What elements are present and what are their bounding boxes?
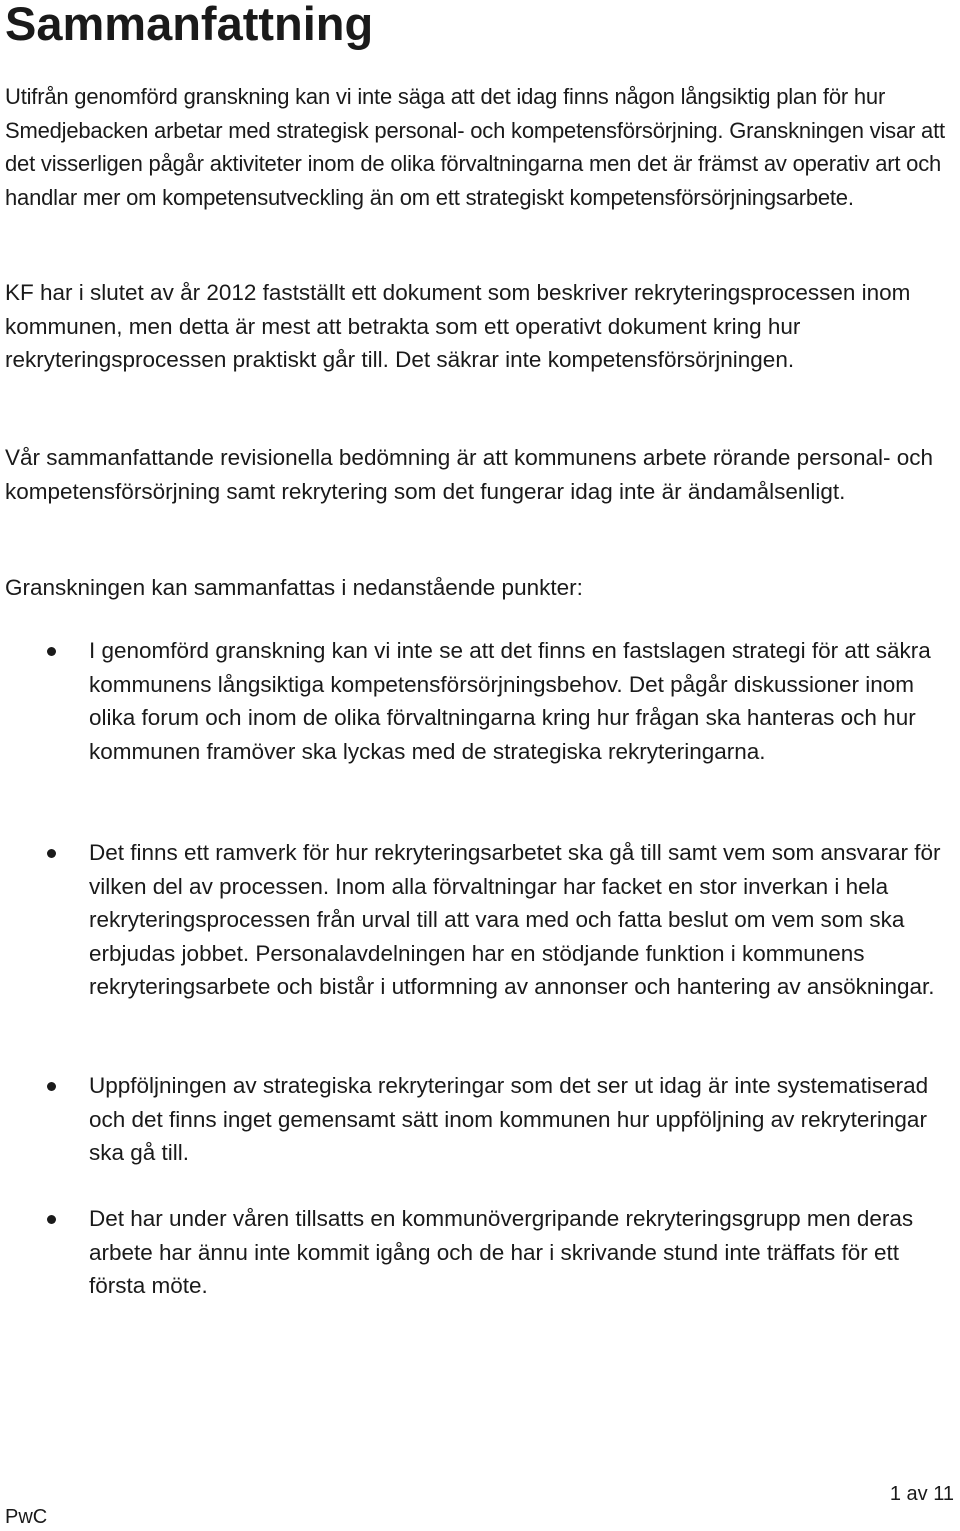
bullet-icon xyxy=(47,849,56,858)
list-item-text: Uppföljningen av strategiska rekryteringar som det ser ut idag är inte systematiserad och det finns inget gemensamt sätt inom kommunen hur uppföljning av rekryteringar ska gå till. xyxy=(89,1073,929,1165)
page-title: Sammanfattning xyxy=(5,0,374,50)
list-item-text: Det finns ett ramverk för hur rekryteringsarbetet ska gå till samt vem som ansvarar för vilken del av processen. Inom alla förvaltningar har facket en stor inverkan i hela rekryteringsprocessen från urval till att vara med och fatta beslut om vem som ska erbjudas jobbet. Personalavdelningen har en stödjande funktion i kommunens rekryteringsarbete och bistår i utformning av annonser och hantering av ansökningar. xyxy=(89,840,941,999)
page-number: 1 av 11 xyxy=(889,1483,954,1505)
list-item-text: I genomförd granskning kan vi inte se att det finns en fastslagen strategi för att säkra kommunens långsiktiga kompetensförsörjningsbehov. Det pågår diskussioner inom olika forum och inom de olika förvaltningarna kring hur frågan ska hanteras och hur kommunen framöver ska lyckas med de strategiska rekryteringarna. xyxy=(89,638,931,764)
summary-paragraph-assessment: Vår sammanfattande revisionella bedömning är att kommunens arbete rörande personal- och kompetensförsörjning samt rekrytering som det fungerar idag inte är ändamålsenligt. xyxy=(5,445,934,504)
list-item-text: Det har under våren tillsatts en kommunövergripande rekryteringsgrupp men deras arbete har ännu inte kommit igång och de har i skrivande stund inte träffats för ett första möte. xyxy=(89,1206,914,1298)
bullet-icon xyxy=(47,1082,56,1091)
footer-company-name: PwC xyxy=(5,1506,48,1528)
summary-paragraph-points-intro: Granskningen kan sammanfattas i nedanstående punkter: xyxy=(5,575,583,600)
bullet-icon xyxy=(47,1215,56,1224)
summary-paragraph-intro: Utifrån genomförd granskning kan vi inte säga att det idag finns någon långsiktig plan för hur Smedjebacken arbetar med strategisk personal- och kompetensförsörjning. Granskningen visar att det visserligen pågår aktiviteter inom de olika förvaltningarna men det är främst av operativ art och handlar mer om kompetensutveckling än om ett strategiskt kompetensförsörjningsarbete. xyxy=(5,84,945,210)
summary-paragraph-kf-document: KF har i slutet av år 2012 fastställt ett dokument som beskriver rekryteringsprocessen inom kommunen, men detta är mest att betrakta som ett operativt dokument kring hur rekryteringsprocessen praktiskt går till. Det säkrar inte kompetensförsörjningen. xyxy=(5,280,911,372)
bullet-icon xyxy=(47,647,56,656)
